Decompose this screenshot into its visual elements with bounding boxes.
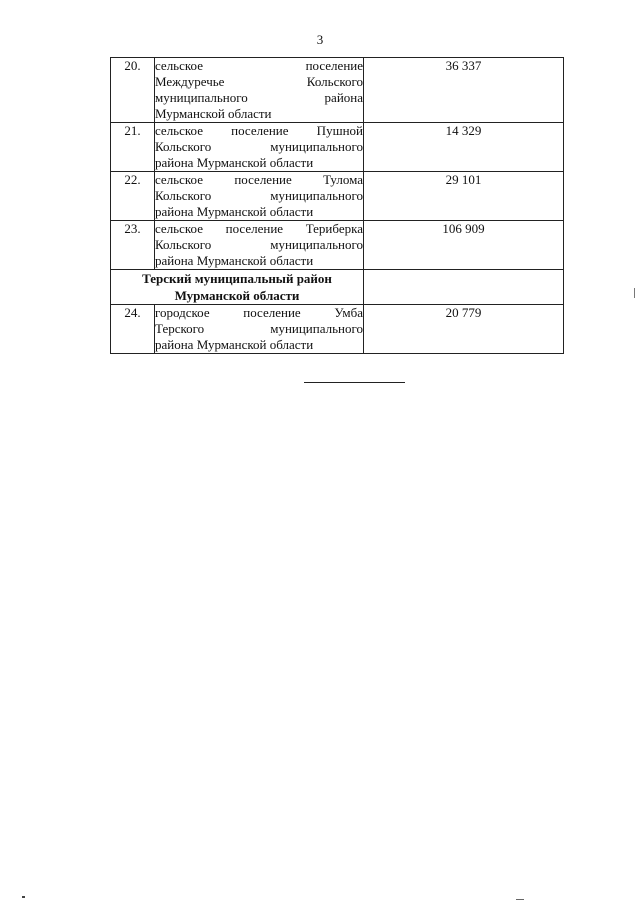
name-line: района Мурманской области [155, 253, 314, 268]
population-value: 106 909 [364, 221, 564, 270]
population-value: 29 101 [364, 172, 564, 221]
row-number: 22. [111, 172, 155, 221]
name-line: Междуречье Кольского [155, 74, 363, 89]
row-number: 24. [111, 305, 155, 354]
name-line: района Мурманской области [155, 337, 314, 352]
table-row [111, 221, 564, 270]
municipality-name [155, 58, 364, 123]
empty-value-cell [364, 270, 564, 305]
municipality-name [155, 172, 364, 221]
table-row [111, 305, 564, 354]
table-row [111, 58, 564, 123]
municipalities-table [110, 57, 564, 354]
name-line: Кольского муниципального [155, 237, 363, 252]
name-line: района Мурманской области [155, 155, 314, 170]
name-line: Кольского муниципального [155, 139, 363, 154]
name-line: муниципального района [155, 90, 363, 105]
population-value: 14 329 [364, 123, 564, 172]
name-line: сельское поселение [155, 58, 363, 73]
name-line: сельское поселение Пушной [155, 123, 363, 138]
name-line: Кольского муниципального [155, 188, 363, 203]
municipality-name [155, 221, 364, 270]
population-value: 36 337 [364, 58, 564, 123]
municipality-name [155, 305, 364, 354]
name-line: сельское поселение Тулома [155, 172, 363, 187]
page-number: 3 [316, 32, 324, 47]
scan-edge-mark [634, 288, 635, 298]
row-number: 20. [111, 58, 155, 123]
scan-speck [516, 899, 524, 900]
district-heading-line: Мурманской области [174, 288, 300, 303]
district-heading [111, 270, 364, 305]
row-number: 23. [111, 221, 155, 270]
end-of-document-rule [304, 382, 405, 383]
name-line: городское поселение Умба [155, 305, 363, 320]
name-line: Мурманской области [155, 106, 272, 121]
group-header-row [111, 270, 564, 305]
table-row [111, 123, 564, 172]
name-line: сельское поселение Териберка [155, 221, 363, 236]
row-number: 21. [111, 123, 155, 172]
name-line: района Мурманской области [155, 204, 314, 219]
municipality-name [155, 123, 364, 172]
table-row [111, 172, 564, 221]
district-heading-line: Терский муниципальный район [142, 271, 332, 286]
population-value: 20 779 [364, 305, 564, 354]
name-line: Терского муниципального [155, 321, 363, 336]
scan-speck [22, 896, 25, 898]
